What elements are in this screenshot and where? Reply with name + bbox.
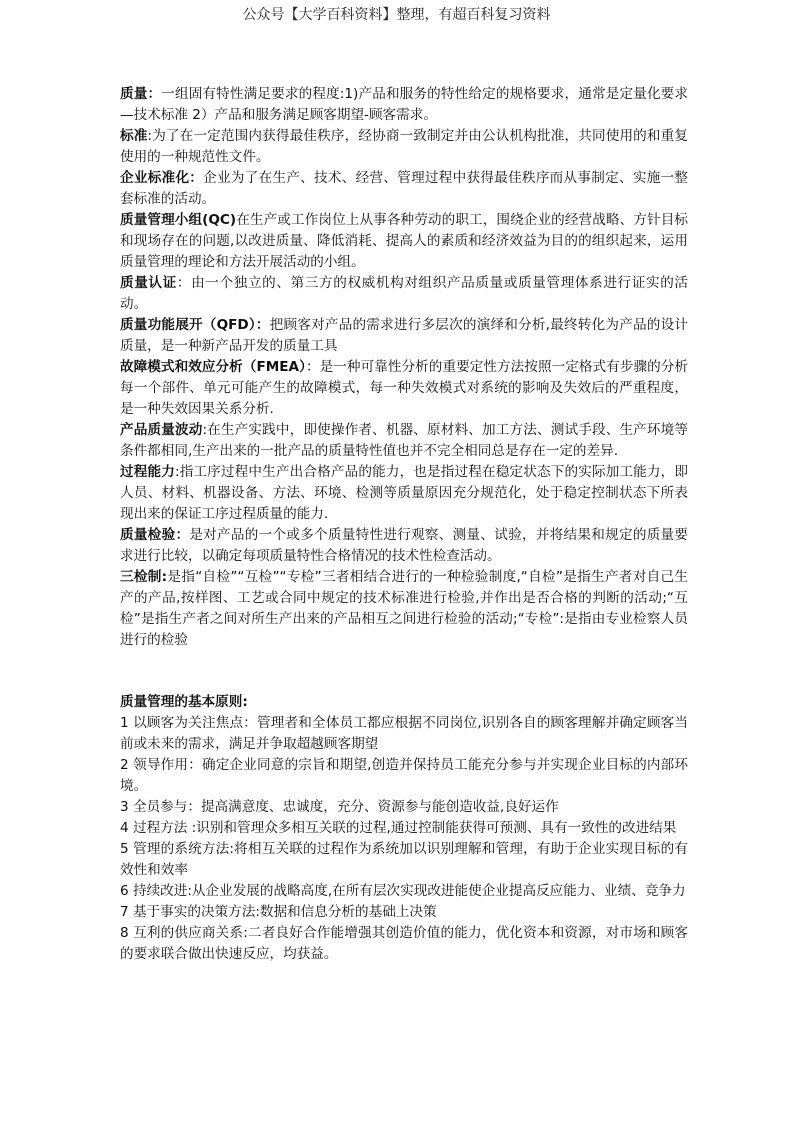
definition-term: 质量管理小组(QC) (120, 212, 237, 228)
definition-item (120, 84, 688, 126)
definition-item (120, 462, 688, 525)
definition-text: :指工序过程中生产出合格产品的能力，也是指过程在稳定状态下的实际加工能力，即人员、材料、机器设备、方法、环境、检测等质量原因充分规范化，处于稳定控制状态下所表现出来的保证工序过程质量的能力. (120, 464, 688, 522)
definition-item (120, 273, 688, 315)
principles-heading: 质量管理的基本原则: (120, 694, 248, 710)
definition-text: ：由一个独立的、第三方的权威机构对组织产品质量或质量管理体系进行证实的活动。 (120, 275, 689, 312)
principle-item: 2 领导作用：确定企业同意的宗旨和期望,创造并保持员工能充分参与并实现企业目标的内部环境。 (120, 757, 688, 794)
definition-item (120, 357, 688, 420)
definition-text: 把顾客对产品的需求进行多层次的演绎和分析,最终转化为产品的设计质量，是一种新产品开发的质量工具 (120, 317, 688, 354)
principle-item: 7 基于事实的决策方法:数据和信息分析的基础上决策 (120, 904, 437, 920)
definition-term: 质量认证 (120, 275, 177, 291)
definition-text: 是指“自检”“互检”“专检”三者相结合进行的一种检验制度,“自检”是指生产者对自己生产的产品,按样图、工艺或合同中规定的技术标准进行检验,并作出是否合格的判断的活动;“互检”是指生产者之间对所生产出来的产品相互之间进行检验的活动;“专检”:是指由专业检察人员进行的检验 (120, 569, 688, 648)
definitions-list (120, 84, 688, 651)
principle-item: 5 管理的系统方法:将相互关联的过程作为系统加以识别理解和管理，有助于企业实现目标的有效性和效率 (120, 841, 688, 878)
principle-item: 3 全员参与：提高满意度、忠诚度，充分、资源参与能创造收益,良好运作 (120, 799, 559, 815)
definition-text: :在生产实践中，即使操作者、机器、原材料、加工方法、测试手段、生产环境等条件都相同,生产出来的一批产品的质量特性值也并不完全相同总是存在一定的差异. (120, 422, 689, 459)
definition-term: 质量： (120, 86, 162, 102)
page-header: 公众号【大学百科资料】整理，有超百科复习资料 (242, 7, 551, 23)
definition-item (120, 126, 688, 168)
definition-term: 产品质量波动 (120, 422, 203, 438)
principle-item: 1 以顾客为关注焦点：管理者和全体员工都应根据不同岗位,识别各自的顾客理解并确定顾客当前或未来的需求，满足并争取超越顾客期望 (120, 715, 688, 752)
document-body (120, 84, 688, 965)
definition-text: 企业为了在生产、技术、经营、管理过程中获得最佳秩序而从事制定、实施一整套标准的活动。 (120, 170, 689, 207)
definition-term: 质量功能展开（QFD）： (120, 317, 270, 333)
principle-item: 8 互利的供应商关系:二者良好合作能增强其创造价值的能力，优化资本和资源，对市场和顾客的要求联合做出快速反应，均获益。 (120, 925, 688, 962)
definition-item (120, 210, 688, 273)
definition-text: :为了在一定范围内获得最佳秩序，经协商一致制定并由公认机构批准，共同使用的和重复使用的一种规范性文件。 (120, 128, 688, 165)
definition-item (120, 420, 688, 462)
definition-item (120, 525, 688, 567)
definition-text: ：是一种可靠性分析的重要定性方法按照一定格式有步骤的分析每一个部件、单元可能产生的故障模式，每一种失效模式对系统的影响及失效后的严重程度，是一种失效因果关系分析. (120, 359, 689, 417)
definition-term: 三检制: (120, 569, 168, 585)
principles-list (120, 713, 688, 965)
definition-item (120, 567, 688, 651)
definition-term: 质量检验： (120, 527, 190, 543)
definition-text: 是对产品的一个或多个质量特性进行观察、测量、试验，并将结果和规定的质量要求进行比较，以确定每项质量特性合格情况的技术性检查活动。 (120, 527, 689, 564)
definition-term: 故障模式和效应分析（FMEA） (120, 359, 306, 375)
definition-item (120, 168, 688, 210)
definition-item (120, 315, 688, 357)
principle-item: 6 持续改进:从企业发展的战略高度,在所有层次实现改进能使企业提高反应能力、业绩、竞争力 (120, 883, 686, 899)
definition-term: 过程能力 (120, 464, 175, 480)
definition-text: 一组固有特性满足要求的程度:1)产品和服务的特性给定的规格要求，通常是定量化要求—技术标准 2）产品和服务满足顾客期望-顾客需求。 (120, 86, 689, 123)
definition-term: 企业标准化： (120, 170, 204, 186)
spacer (120, 651, 688, 692)
definition-text: 在生产或工作岗位上从事各种劳动的职工，围绕企业的经营战略、方针目标和现场存在的问题,以改进质量、降低消耗、提高人的素质和经济效益为目的的组织起来，运用质量管理的理论和方法开展活动的小组。 (120, 212, 688, 270)
definition-term: 标准 (120, 128, 148, 144)
principle-item: 4 过程方法 :识别和管理众多相互关联的过程,通过控制能获得可预测、具有一致性的改进结果 (120, 820, 677, 836)
